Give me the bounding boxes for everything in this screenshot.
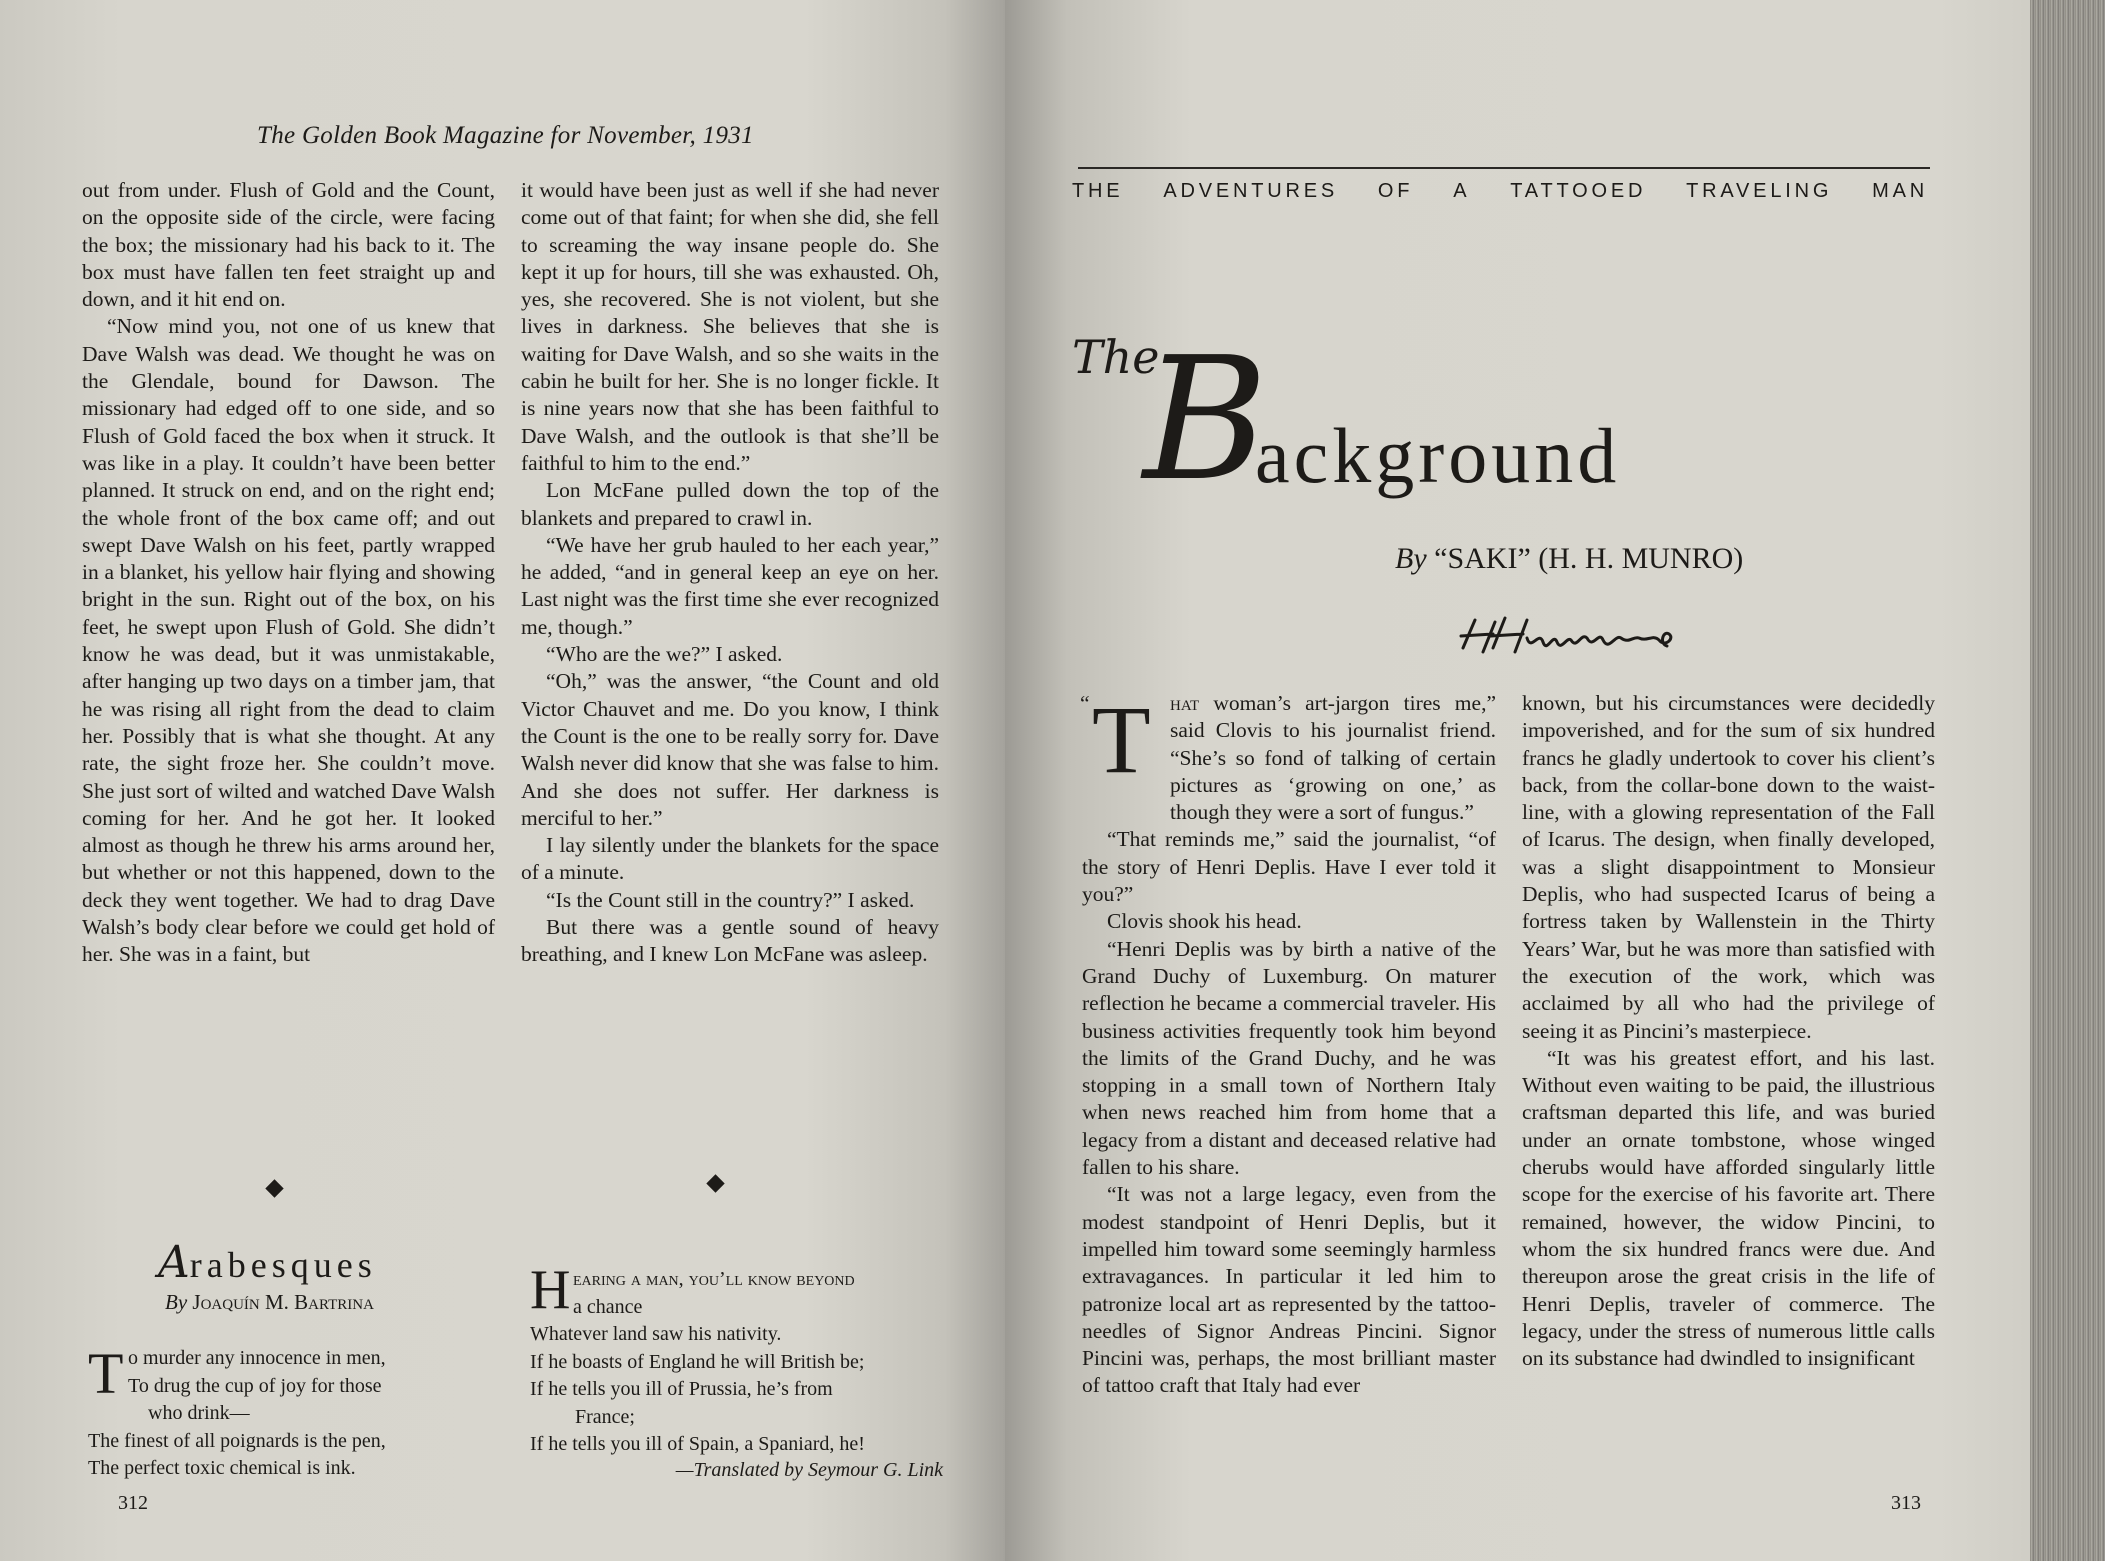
paragraph: I lay silently under the blankets for the space of a minute. xyxy=(521,833,939,885)
series-title: THE ADVENTURES OF A TATTOOED TRAVELING MAN xyxy=(1072,180,1928,202)
paragraph: “That reminds me,” said the journalist, “of the story of Henri Deplis. Have I ever told it you?” xyxy=(1082,827,1496,907)
paragraph: “Is the Count still in the country?” I asked. xyxy=(546,887,915,912)
title-rest: ackground xyxy=(1255,412,1621,499)
diamond-ornament-icon xyxy=(265,1179,283,1197)
text-column-4 xyxy=(1522,690,1935,1372)
paragraph: it would have been just as well if she had never come out of that faint; for when she did, she fell to screaming the way insane people do. She kept it up for hours, till she was exhausted. Oh, yes, she recovered. She is not violent, but she lives in darkness. She believes that she is waiting for Dave Walsh, and so she waits in the cabin he built for her. She is no longer fickle. It is nine years now that she has been faithful to Dave Walsh, and the outlook is that she’ll be faithful to him to the end.” xyxy=(521,178,939,475)
poem-line: who drink— xyxy=(148,1402,250,1424)
author-signature xyxy=(1453,608,1713,668)
book-page-edges xyxy=(2030,0,2105,1561)
page-number: 313 xyxy=(1891,1492,1921,1514)
paragraph: “Now mind you, not one of us knew that Dave Walsh was dead. We thought he was on the Glendale, bound for Dawson. The missionary had edged off to one side, and so Flush of Gold faced the box when it struck. It was like in a play. It couldn’t have been better planned. It struck on end, and on the right end; the whole front of the box came off; and out swept Dave Walsh on his feet, partly wrapped in a blanket, his yellow hair flying and showing bright in the sun. Right out of the box, on his feet, he swept upon Flush of Gold. She didn’t know he was dead, but it was unmistakable, after hanging up two days on a timber jam, that he was rising all right from the dead to claim her. Possibly that is what she thought. At any rate, the sight froze her. She couldn’t move. She just sort of wilted and watched Dave Walsh coming for her. And he got her. It looked almost as though he threw his arms around her, but whether or not this happened, down to the deck they went together. We had to drag Dave Walsh’s body clear before we could get hold of her. She was in a faint, but xyxy=(82,314,495,967)
poem-line: The perfect toxic chemical is ink. xyxy=(88,1457,356,1479)
paragraph: But there was a gentle sound of heavy breathing, and I knew Lon McFane was asleep. xyxy=(521,915,939,967)
paragraph: “Henri Deplis was by birth a native of the Grand Duchy of Luxemburg. On maturer reflection he became a commercial traveler. His business activities frequently took him beyond the limits of the Grand Duchy, and he was stopping in a small town of Northern Italy when news reached him from home that a legacy from a distant and deceased relative had fallen to his share. xyxy=(1082,936,1496,1180)
poem-line: If he tells you ill of Spain, a Spaniard, he! xyxy=(530,1433,865,1455)
poem-line: earing a man, you’ll know beyond xyxy=(573,1268,855,1290)
title-initial: B xyxy=(1143,321,1268,519)
poem-stanza-1 xyxy=(88,1341,488,1483)
paragraph: Clovis shook his head. xyxy=(1107,909,1302,934)
poem-dropcap: T xyxy=(88,1341,124,1406)
poem-dropcap: H xyxy=(530,1259,571,1321)
paragraph: out from under. Flush of Gold and the Count, on the opposite side of the circle, were facing the box; the missionary had his back to it. The box must have fallen ten feet straight up and down, and it hit end on. xyxy=(82,178,495,312)
right-page xyxy=(1005,0,2040,1561)
poem-line: To drug the cup of joy for those xyxy=(128,1374,382,1397)
text-column-2 xyxy=(521,177,939,969)
paragraph: “Who are the we?” I asked. xyxy=(546,642,783,667)
left-page xyxy=(0,0,1005,1561)
translator-credit: —Translated by Seymour G. Link xyxy=(675,1459,943,1481)
text-column-3 xyxy=(1080,686,1496,1400)
poem-line: France; xyxy=(575,1405,635,1428)
paragraph: “ hat woman’s art-jargon tires me,” said Clovis to his journalist friend. “She’s so fond of talking of certain pictures as ‘growing on one,’ as though they were a sort of fungus.” xyxy=(1080,691,1496,825)
poem-line: a chance xyxy=(573,1295,643,1318)
poem-line: If he boasts of England he will British be; xyxy=(530,1350,865,1373)
header-rule xyxy=(1078,167,1930,169)
poem-title: Arabesques xyxy=(158,1237,377,1288)
paragraph: “It was not a large legacy, even from the modest standpoint of Henri Deplis, but it impelled him toward some seemingly harmless extravagances. In particular it led him to patronize local art as represented by the tattoo-needles of Signor Andreas Pincini. Signor Pincini was, perhaps, the most brilliant master of tattoo craft that Italy had ever xyxy=(1082,1182,1496,1398)
poem-author: By Joaquín M. Bartrina xyxy=(165,1290,374,1314)
story-title-the: The xyxy=(1072,330,1160,384)
paragraph: “It was his greatest effort, and his last. Without even waiting to be paid, the illustrious craftsman departed this life, and was buried under an ornate tombstone, whose winged cherubs would have afforded singularly little scope for the exercise of his favorite art. There remained, however, the widow Pincini, to whom the six hundred francs were due. And thereupon arose the great crisis in the life of Henri Deplis, traveler of commerce. The legacy, under the stress of numerous little calls on its substance had dwindled to insignificant xyxy=(1522,1045,1935,1371)
poem-line: o murder any innocence in men, xyxy=(128,1347,386,1369)
poem-line: Whatever land saw his nativity. xyxy=(530,1323,782,1345)
diamond-ornament-icon xyxy=(706,1174,724,1192)
running-head: The Golden Book Magazine for November, 1931 xyxy=(257,122,754,149)
paragraph: known, but his circumstances were decidedly impoverished, and for the sum of six hundred francs he gladly undertook to cover his client’s back, from the collar-bone down to the waist-line, with a glowing representation of the Fall of Icarus. The design, when finally developed, was a slight disappointment to Monsieur Deplis, who had suspected Icarus of being a fortress taken by Wallenstein in the Thirty Years’ War, but he was more than satisfied with the execution of the work, which was acclaimed by all who had the privilege of seeing it as Pincini’s masterpiece. xyxy=(1522,691,1935,1043)
poem-line: The finest of all poignards is the pen, xyxy=(88,1429,386,1452)
poem-line: If he tells you ill of Prussia, he’s from xyxy=(530,1378,833,1400)
byline: By “SAKI” (H. H. MUNRO) xyxy=(1395,542,1744,575)
text-column-1 xyxy=(82,177,495,969)
poem-stanza-2 xyxy=(530,1266,940,1459)
paragraph: Lon McFane pulled down the top of the blankets and prepared to crawl in. xyxy=(521,478,939,530)
paragraph: “Oh,” was the answer, “the Count and old Victor Chauvet and me. Do you know, I think the Count is the one to be really sorry for. Dave Walsh never did know that she was false to him. And she does not suffer. Her darkness is merciful to her.” xyxy=(521,669,939,830)
paragraph: “We have her grub hauled to her each year,” he added, “and in general keep an eye on her. Last night was the first time she ever recognized me, though.” xyxy=(521,532,939,639)
page-number: 312 xyxy=(118,1492,148,1514)
story-dropcap: T xyxy=(1092,686,1151,793)
